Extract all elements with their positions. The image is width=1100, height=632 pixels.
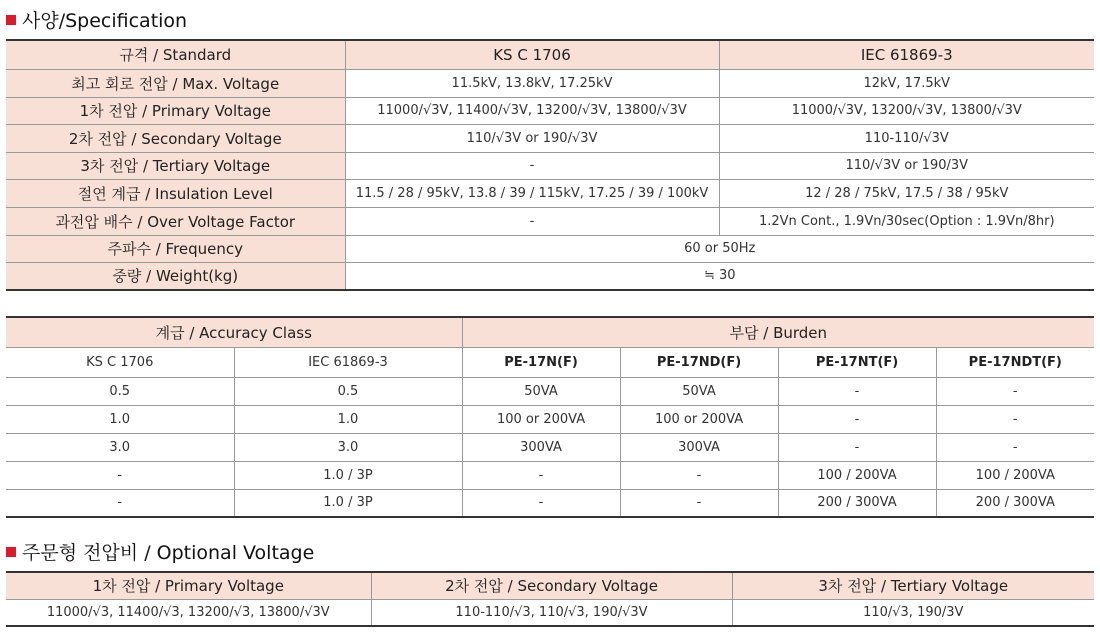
table-row <box>6 405 1094 433</box>
weight-label: 중량 / Weight(kg) <box>6 262 345 290</box>
cell: - <box>620 489 778 517</box>
frequency-label: 주파수 / Frequency <box>6 235 345 262</box>
table-row <box>6 599 1094 626</box>
table-row <box>6 69 1094 97</box>
tertiary-voltage-value: 110/√3, 190/3V <box>732 599 1094 626</box>
header-primary-voltage: 1차 전압 / Primary Voltage <box>6 572 371 599</box>
row-label: 3차 전압 / Tertiary Voltage <box>6 152 345 179</box>
primary-voltage-value: 11000/√3, 11400/√3, 13200/√3, 13800/√3V <box>6 599 371 626</box>
specification-table <box>6 39 1094 291</box>
header-burden: 부담 / Burden <box>462 317 1094 347</box>
optional-voltage-table <box>6 571 1094 627</box>
ks-value: 11.5 / 28 / 95kV, 13.8 / 39 / 115kV, 17.25 / 39 / 100kV <box>345 179 719 207</box>
frequency-value: 60 or 50Hz <box>345 235 1094 262</box>
table-row <box>6 179 1094 207</box>
table-row <box>6 489 1094 517</box>
header-secondary-voltage: 2차 전압 / Secondary Voltage <box>371 572 732 599</box>
cell: 0.5 <box>6 377 234 405</box>
cell: 100 / 200VA <box>936 461 1094 489</box>
subheader-pe17ndt: PE-17NDT(F) <box>936 347 1094 377</box>
iec-value: 110-110/√3V <box>719 124 1094 152</box>
cell: 0.5 <box>234 377 462 405</box>
accuracy-header-row <box>6 317 1094 347</box>
specification-header-row <box>6 40 1094 69</box>
table-row <box>6 124 1094 152</box>
cell: - <box>462 461 620 489</box>
cell: - <box>462 489 620 517</box>
iec-value: 11000/√3V, 13200/√3V, 13800/√3V <box>719 97 1094 124</box>
header-iec: IEC 61869-3 <box>719 40 1094 69</box>
optional-voltage-title <box>6 538 314 565</box>
ks-value: - <box>345 152 719 179</box>
table-row <box>6 262 1094 290</box>
cell: 200 / 300VA <box>936 489 1094 517</box>
cell: 3.0 <box>6 433 234 461</box>
cell: - <box>936 405 1094 433</box>
subheader-ks: KS C 1706 <box>6 347 234 377</box>
iec-value: 12kV, 17.5kV <box>719 69 1094 97</box>
iec-value: 12 / 28 / 75kV, 17.5 / 38 / 95kV <box>719 179 1094 207</box>
optional-voltage-title-text: 주문형 전압비 / Optional Voltage <box>22 542 315 564</box>
specification-title <box>6 6 187 33</box>
row-label: 2차 전압 / Secondary Voltage <box>6 124 345 152</box>
optional-header-row <box>6 572 1094 599</box>
ks-value: 110/√3V or 190/√3V <box>345 124 719 152</box>
cell: - <box>6 461 234 489</box>
subheader-pe17n: PE-17N(F) <box>462 347 620 377</box>
cell: - <box>778 433 936 461</box>
cell: 200 / 300VA <box>778 489 936 517</box>
ks-value: 11000/√3V, 11400/√3V, 13200/√3V, 13800/√3V <box>345 97 719 124</box>
cell: 300VA <box>462 433 620 461</box>
ks-value: 11.5kV, 13.8kV, 17.25kV <box>345 69 719 97</box>
cell: - <box>936 433 1094 461</box>
cell: 1.0 <box>6 405 234 433</box>
row-label: 과전압 배수 / Over Voltage Factor <box>6 207 345 235</box>
table-row <box>6 235 1094 262</box>
cell: 50VA <box>462 377 620 405</box>
red-square-bullet-icon <box>6 547 16 557</box>
table-row <box>6 97 1094 124</box>
subheader-pe17nd: PE-17ND(F) <box>620 347 778 377</box>
cell: - <box>778 405 936 433</box>
row-label: 절연 계급 / Insulation Level <box>6 179 345 207</box>
cell: - <box>6 489 234 517</box>
row-label: 1차 전압 / Primary Voltage <box>6 97 345 124</box>
table-row <box>6 461 1094 489</box>
table-row <box>6 377 1094 405</box>
iec-value: 1.2Vn Cont., 1.9Vn/30sec(Option : 1.9Vn/8hr) <box>719 207 1094 235</box>
cell: - <box>620 461 778 489</box>
table-row <box>6 433 1094 461</box>
ks-value: - <box>345 207 719 235</box>
subheader-iec: IEC 61869-3 <box>234 347 462 377</box>
header-tertiary-voltage: 3차 전압 / Tertiary Voltage <box>732 572 1094 599</box>
cell: 100 / 200VA <box>778 461 936 489</box>
cell: 3.0 <box>234 433 462 461</box>
table-row <box>6 152 1094 179</box>
weight-value: ≒ 30 <box>345 262 1094 290</box>
subheader-pe17nt: PE-17NT(F) <box>778 347 936 377</box>
accuracy-burden-table <box>6 316 1094 518</box>
header-ks: KS C 1706 <box>345 40 719 69</box>
iec-value: 110/√3V or 190/3V <box>719 152 1094 179</box>
cell: 1.0 / 3P <box>234 461 462 489</box>
cell: - <box>778 377 936 405</box>
cell: 50VA <box>620 377 778 405</box>
specification-title-text: 사양/Specification <box>22 10 188 32</box>
red-square-bullet-icon <box>6 15 16 25</box>
header-accuracy-class: 계급 / Accuracy Class <box>6 317 462 347</box>
cell: 100 or 200VA <box>620 405 778 433</box>
header-standard: 규격 / Standard <box>6 40 345 69</box>
accuracy-subheader-row <box>6 347 1094 377</box>
cell: - <box>936 377 1094 405</box>
cell: 1.0 <box>234 405 462 433</box>
cell: 300VA <box>620 433 778 461</box>
secondary-voltage-value: 110-110/√3, 110/√3, 190/√3V <box>371 599 732 626</box>
cell: 1.0 / 3P <box>234 489 462 517</box>
row-label: 최고 회로 전압 / Max. Voltage <box>6 69 345 97</box>
cell: 100 or 200VA <box>462 405 620 433</box>
table-row <box>6 207 1094 235</box>
